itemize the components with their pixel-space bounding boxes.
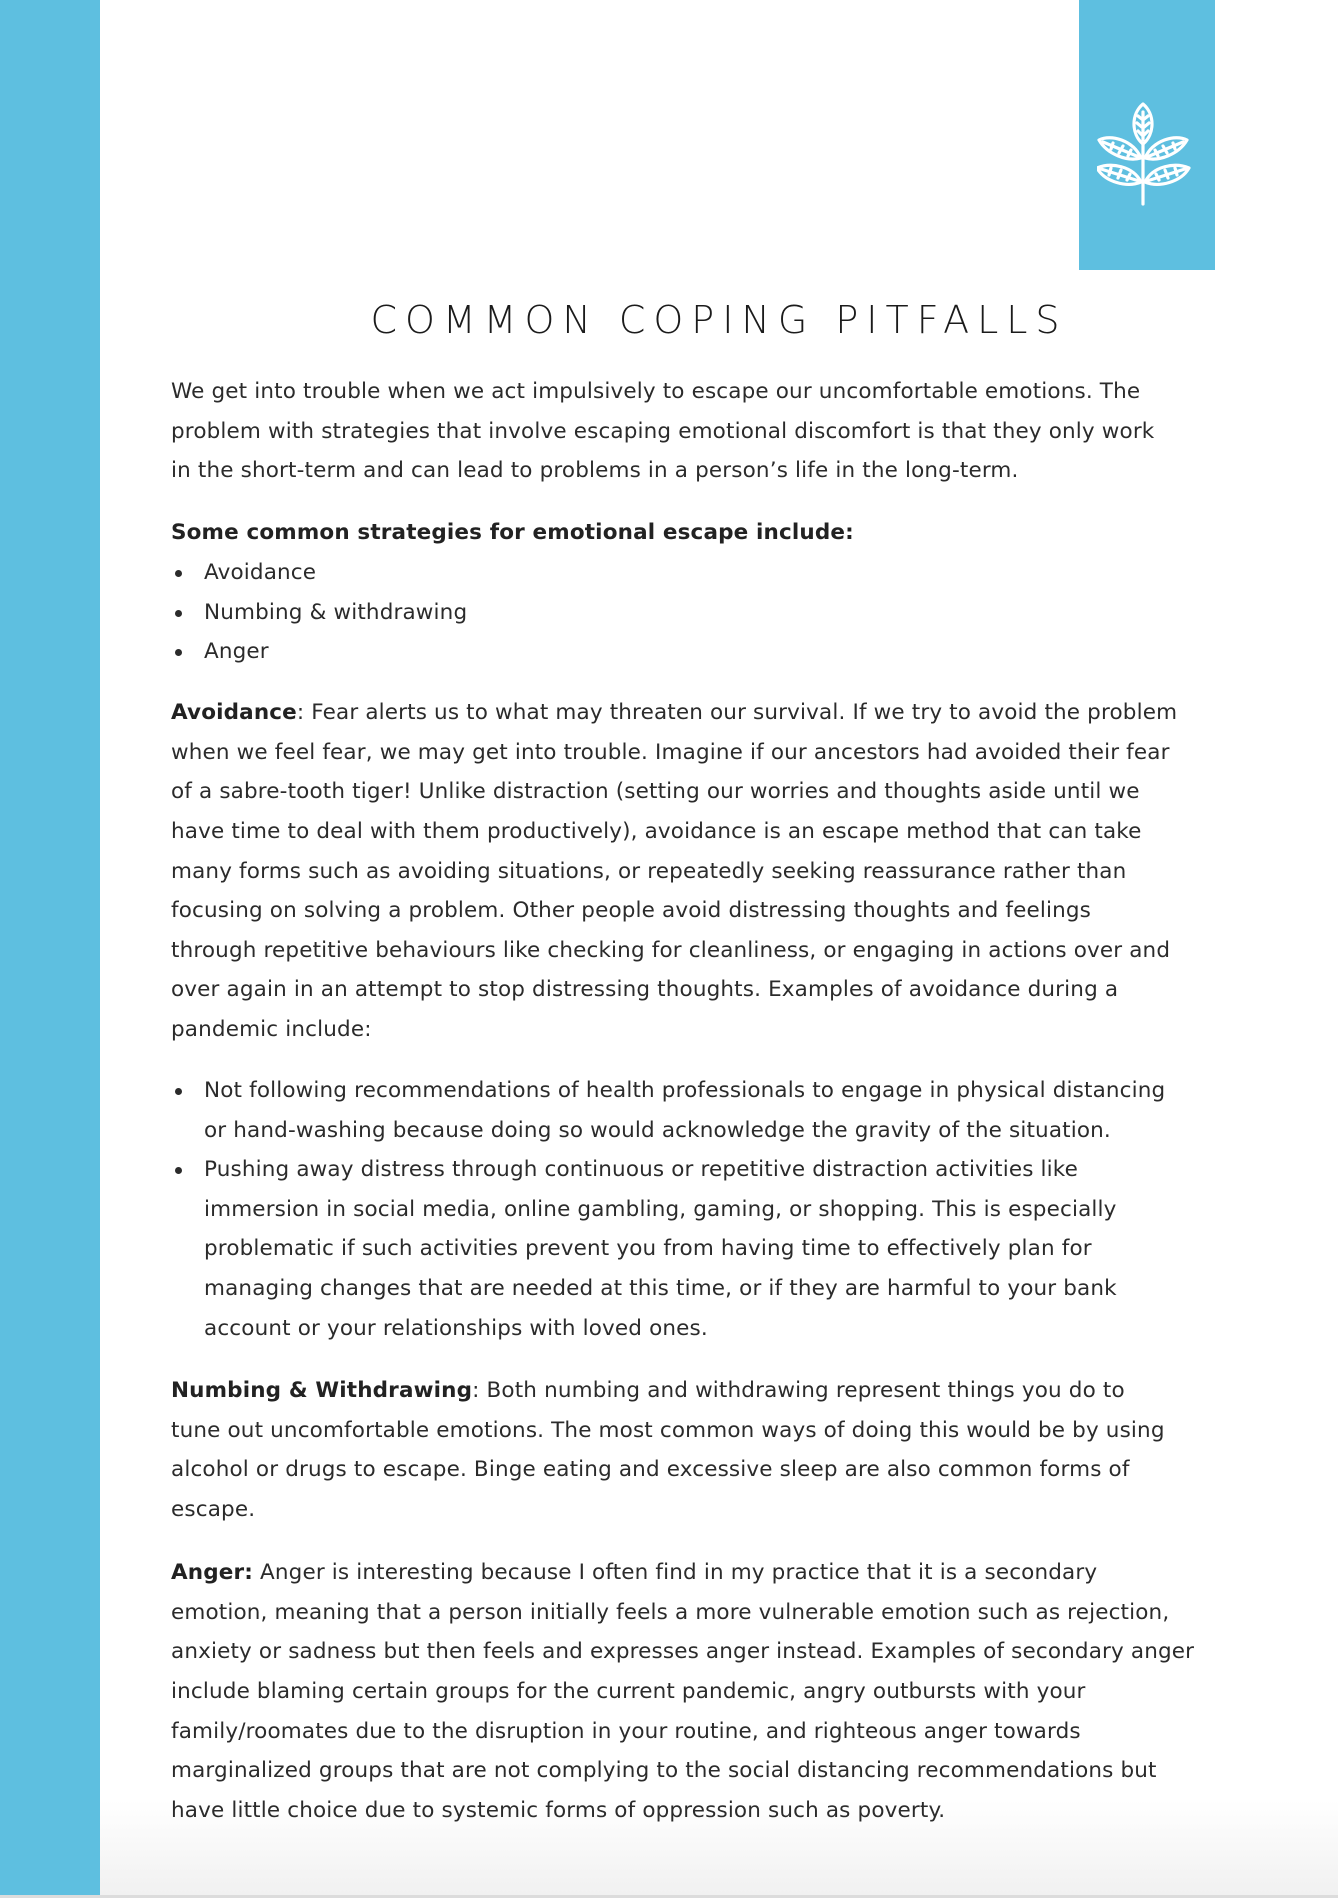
- left-accent-bar: [0, 0, 100, 1898]
- intro-line: We get into trouble when we act impulsively to escape our uncomfortable emotions. The: [171, 379, 1141, 404]
- numbing-line: alcohol or drugs to escape. Binge eating and excessive sleep are also common forms of: [171, 1457, 1130, 1482]
- numbing-line: tune out uncomfortable emotions. The most common ways of doing this would be by using: [171, 1418, 1165, 1443]
- list-item-line: immersion in social media, online gambling, gaming, or shopping. This is especially: [204, 1197, 1117, 1222]
- leaf-branch-icon: [1097, 100, 1197, 206]
- list-item-line: managing changes that are needed at this time, or if they are harmful to your bank: [204, 1276, 1117, 1301]
- avoidance-line: pandemic include:: [171, 1017, 372, 1042]
- numbing-first-line: [171, 1371, 1125, 1411]
- anger-line: include blaming certain groups for the current pandemic, angry outbursts with your: [171, 1679, 1086, 1704]
- avoidance-first-line: [171, 693, 1177, 733]
- list-item-line: account or your relationships with loved ones.: [204, 1316, 708, 1341]
- intro-line: in the short-term and can lead to problems in a person’s life in the long-term.: [171, 458, 1019, 483]
- numbing-line: escape.: [171, 1497, 256, 1522]
- anger-line: anxiety or sadness but then feels and expresses anger instead. Examples of secondary anger: [171, 1639, 1195, 1664]
- numbing-first-line-text: : Both numbing and withdrawing represent things you do to: [472, 1378, 1125, 1403]
- bullet-icon: [175, 570, 182, 577]
- anger-line: have little choice due to systemic forms of oppression such as poverty.: [171, 1798, 946, 1823]
- bullet-icon: [175, 1167, 182, 1174]
- anger-first-line: [171, 1553, 1097, 1593]
- header-logo-tab: [1079, 0, 1215, 270]
- list-item-line: Not following recommendations of health professionals to engage in physical distancing: [204, 1078, 1166, 1103]
- avoidance-line: many forms such as avoiding situations, or repeatedly seeking reassurance rather than: [171, 859, 1127, 884]
- avoidance-label: Avoidance: [171, 700, 297, 725]
- avoidance-line: have time to deal with them productively), avoidance is an escape method that can take: [171, 819, 1142, 844]
- avoidance-line: of a sabre-tooth tiger! Unlike distraction (setting our worries and thoughts aside until we: [171, 779, 1140, 804]
- avoidance-line: focusing on solving a problem. Other people avoid distressing thoughts and feelings: [171, 898, 1092, 923]
- numbing-label: Numbing & Withdrawing: [171, 1378, 473, 1403]
- anger-line: emotion, meaning that a person initially feels a more vulnerable emotion such as rejection,: [171, 1600, 1170, 1625]
- avoidance-line: through repetitive behaviours like checking for cleanliness, or engaging in actions over and: [171, 938, 1171, 963]
- list-item: Anger: [204, 639, 269, 664]
- bullet-icon: [175, 1088, 182, 1095]
- list-item: Numbing & withdrawing: [204, 600, 468, 625]
- avoidance-line: over again in an attempt to stop distressing thoughts. Examples of avoidance during a: [171, 977, 1119, 1002]
- anger-line: marginalized groups that are not complying to the social distancing recommendations but: [171, 1758, 1157, 1783]
- avoidance-line: when we feel fear, we may get into trouble. Imagine if our ancestors had avoided their fear: [171, 740, 1170, 765]
- anger-label: Anger:: [171, 1560, 254, 1585]
- strategies-heading: Some common strategies for emotional escape include:: [171, 520, 854, 545]
- intro-line: problem with strategies that involve escaping emotional discomfort is that they only work: [171, 419, 1155, 444]
- avoidance-first-line-text: : Fear alerts us to what may threaten our survival. If we try to avoid the problem: [296, 700, 1178, 725]
- anger-first-line-text: Anger is interesting because I often find in my practice that it is a secondary: [253, 1560, 1098, 1585]
- bullet-icon: [175, 649, 182, 656]
- bullet-icon: [175, 610, 182, 617]
- anger-line: family/roomates due to the disruption in your routine, and righteous anger towards: [171, 1719, 1081, 1744]
- list-item: Avoidance: [204, 560, 317, 585]
- list-item-line: or hand-washing because doing so would acknowledge the gravity of the situation.: [204, 1118, 1111, 1143]
- page-title: COMMON COPING PITFALLS: [370, 298, 1068, 342]
- list-item-line: Pushing away distress through continuous or repetitive distraction activities like: [204, 1157, 1079, 1182]
- list-item-line: problematic if such activities prevent you from having time to effectively plan for: [204, 1236, 1092, 1261]
